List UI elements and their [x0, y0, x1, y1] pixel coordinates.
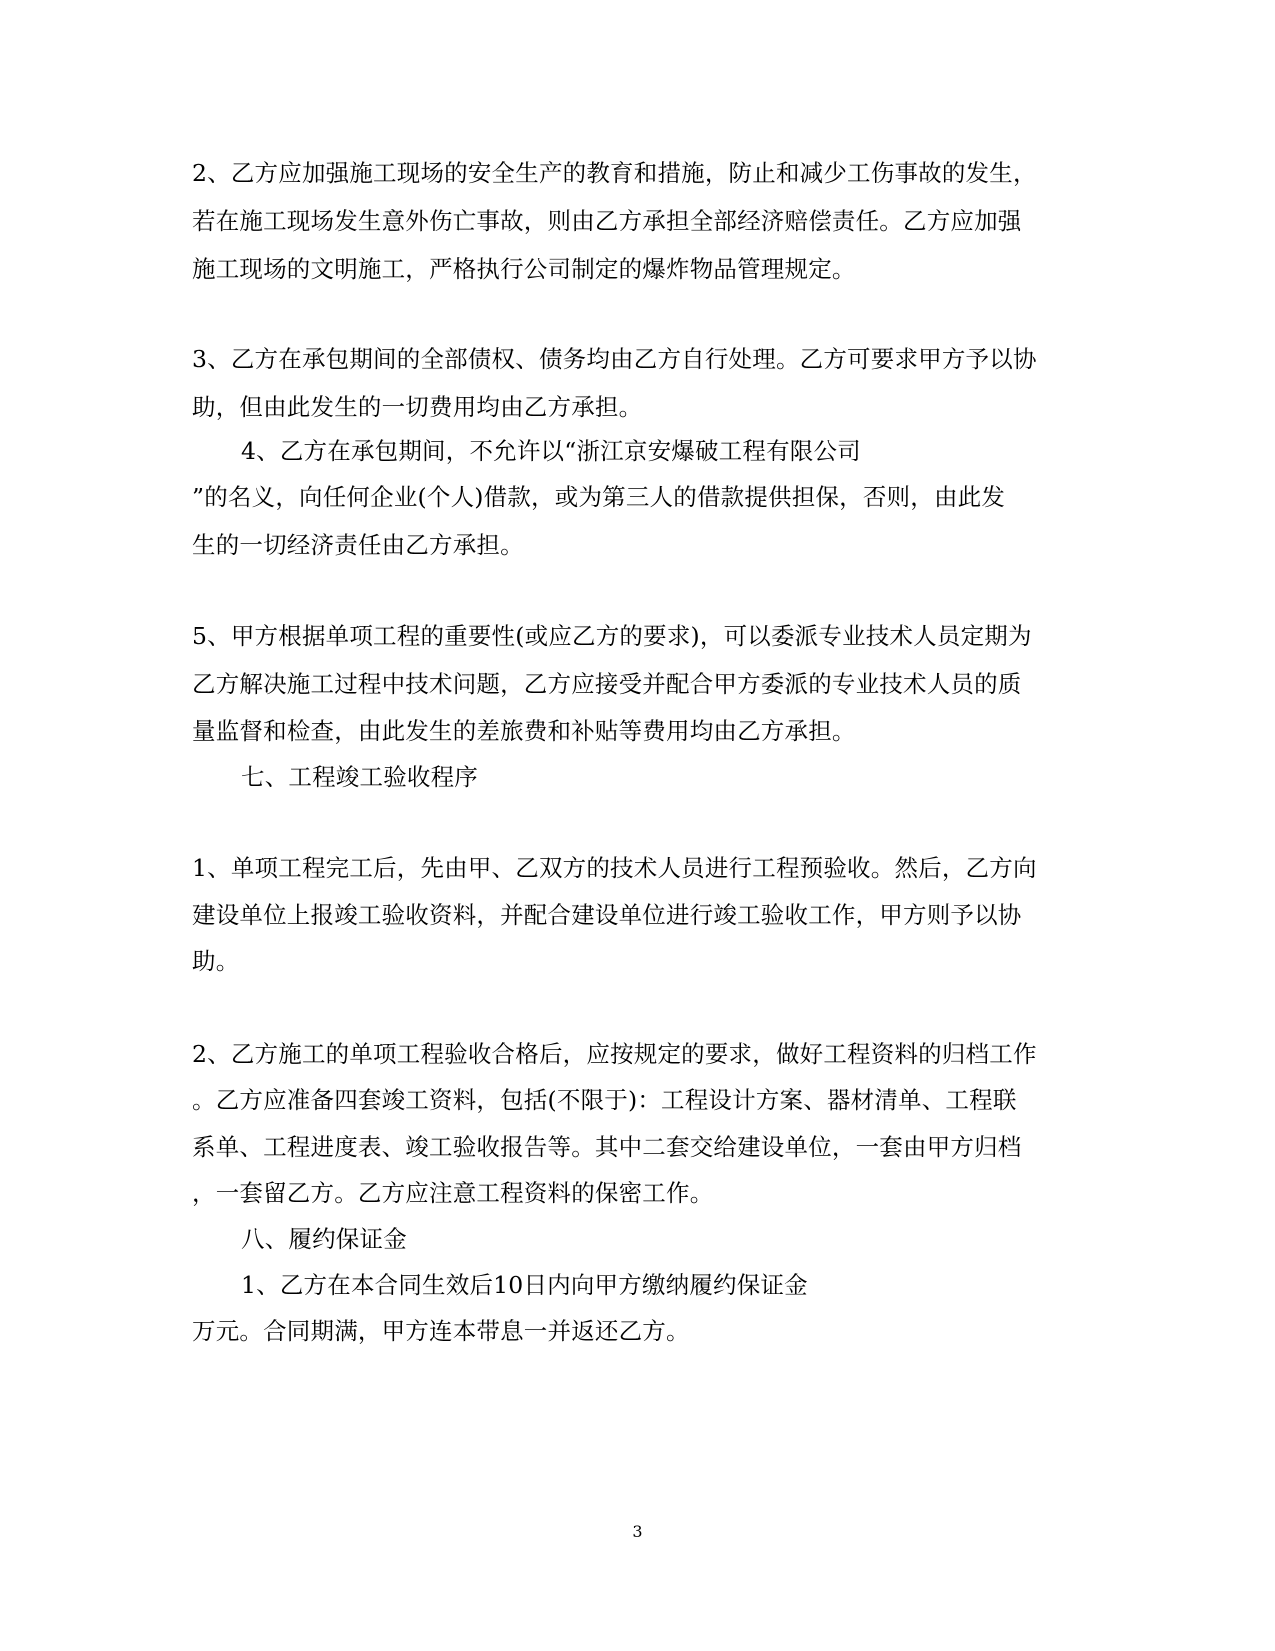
text-line: 1、乙方在本合同生效后10日内向甲方缴纳履约保证金 — [241, 1271, 808, 1299]
text-line: 5、甲方根据单项工程的重要性(或应乙方的要求)，可以委派专业技术人员定期为 — [192, 622, 1032, 650]
text-line: 施工现场的文明施工，严格执行公司制定的爆炸物品管理规定。 — [192, 255, 856, 283]
section-heading: 七、工程竣工验收程序 — [241, 763, 478, 791]
text-line: 系单、工程进度表、竣工验收报告等。其中二套交给建设单位，一套由甲方归档 — [192, 1133, 1022, 1161]
text-line: 。乙方应准备四套竣工资料，包括(不限于)：工程设计方案、器材清单、工程联 — [192, 1086, 1017, 1114]
text-line: 2、乙方应加强施工现场的安全生产的教育和措施，防止和减少工伤事故的发生， — [192, 159, 1037, 187]
page-number: 3 — [632, 1522, 643, 1541]
text-line: 生的一切经济责任由乙方承担。 — [192, 531, 524, 559]
section-heading: 八、履约保证金 — [241, 1225, 407, 1253]
text-line: 乙方解决施工过程中技术问题，乙方应接受并配合甲方委派的专业技术人员的质 — [192, 670, 1022, 698]
text-line: ”的名义，向任何企业(个人)借款，或为第三人的借款提供担保，否则，由此发 — [192, 483, 1006, 511]
text-line: 4、乙方在承包期间，不允许以“浙江京安爆破工程有限公司 — [241, 437, 861, 465]
text-line: 3、乙方在承包期间的全部债权、债务均由乙方自行处理。乙方可要求甲方予以协 — [192, 345, 1037, 373]
text-line: 助，但由此发生的一切费用均由乙方承担。 — [192, 393, 643, 421]
text-line: 量监督和检查，由此发生的差旅费和补贴等费用均由乙方承担。 — [192, 717, 856, 745]
text-line: 助。 — [192, 947, 240, 975]
text-line: 万元。合同期满，甲方连本带息一并返还乙方。 — [192, 1317, 690, 1345]
text-line: 若在施工现场发生意外伤亡事故，则由乙方承担全部经济赔偿责任。乙方应加强 — [192, 207, 1022, 235]
text-line: ，一套留乙方。乙方应注意工程资料的保密工作。 — [192, 1179, 714, 1207]
text-line: 1、单项工程完工后，先由甲、乙双方的技术人员进行工程预验收。然后，乙方向 — [192, 854, 1037, 882]
text-line: 2、乙方施工的单项工程验收合格后，应按规定的要求，做好工程资料的归档工作 — [192, 1040, 1037, 1068]
text-line: 建设单位上报竣工验收资料，并配合建设单位进行竣工验收工作，甲方则予以协 — [192, 901, 1022, 929]
